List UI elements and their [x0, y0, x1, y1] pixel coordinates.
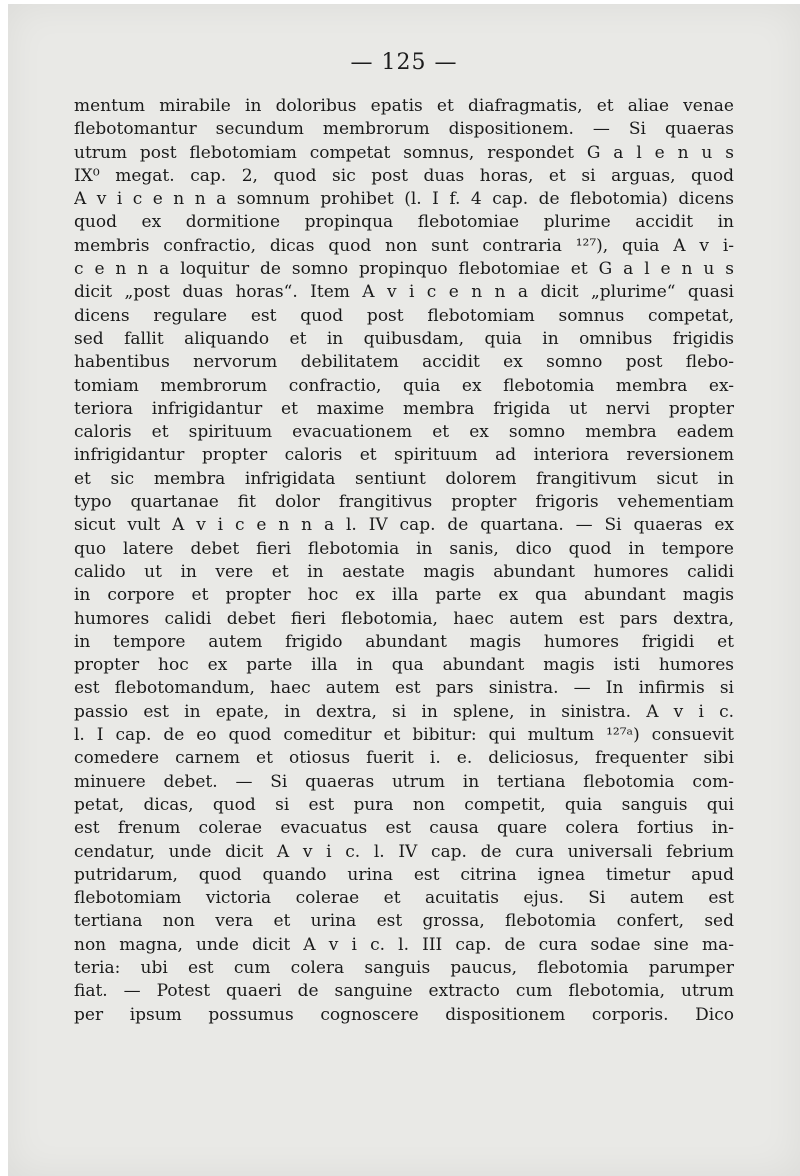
text-line: est flebotomandum, haec autem est pars sinistra. — In infirmis si [74, 678, 734, 699]
text-line: petat, dicas, quod si est pura non competit, quia sanguis qui [74, 794, 734, 815]
text-line: est frenum colerae evacuatus est causa quare colera fortius in- [74, 818, 734, 839]
body-text [74, 95, 734, 1027]
text-line: l. I cap. de eo quod comeditur et bibitur: qui multum ¹²⁷ᵃ) consuevit [74, 725, 734, 746]
text-line: et sic membra infrigidata sentiunt dolorem frangitivum sicut in [74, 468, 734, 489]
text-line: passio est in epate, in dextra, si in splene, in sinistra. A v i c. [74, 701, 734, 722]
text-line: IX⁰ megat. cap. 2, quod sic post duas horas, et si arguas, quod [74, 165, 734, 186]
text-line: comedere carnem et otiosus fuerit i. e. deliciosus, frequenter sibi [74, 748, 734, 769]
text-line: putridarum, quod quando urina est citrina ignea timetur apud [74, 864, 734, 885]
text-line: typo quartanae fit dolor frangitivus propter frigoris vehementiam [74, 492, 734, 513]
text-line: utrum post flebotomiam competat somnus, respondet G a l e n u s [74, 142, 734, 163]
text-line: sicut vult A v i c e n n a l. IV cap. de quartana. — Si quaeras ex [74, 515, 734, 536]
text-line: tertiana non vera et urina est grossa, flebotomia confert, sed [74, 911, 734, 932]
text-line: humores calidi debet fieri flebotomia, haec autem est pars dextra, [74, 608, 734, 629]
text-line: sed fallit aliquando et in quibusdam, quia in omnibus frigidis [74, 328, 734, 349]
text-line: non magna, unde dicit A v i c. l. III cap. de cura sodae sine ma- [74, 934, 734, 955]
text-line: infrigidantur propter caloris et spirituum ad interiora reversionem [74, 445, 734, 466]
text-line: c e n n a loquitur de somno propinquo flebotomiae et G a l e n u s [74, 259, 734, 280]
text-line: membris confractio, dicas quod non sunt contraria ¹²⁷), quia A v i- [74, 235, 734, 256]
text-line: flebotomantur secundum membrorum dispositionem. — Si quaeras [74, 119, 734, 140]
page-number: — 125 — [350, 50, 458, 75]
text-line: flebotomiam victoria colerae et acuitatis ejus. Si autem est [74, 888, 734, 909]
text-line: minuere debet. — Si quaeras utrum in tertiana flebotomia com- [74, 771, 734, 792]
text-line: tomiam membrorum confractio, quia ex flebotomia membra ex- [74, 375, 734, 396]
text-line: mentum mirabile in doloribus epatis et diafragmatis, et aliae venae [74, 96, 734, 116]
text-line: teria: ubi est cum colera sanguis paucus, flebotomia parumper [74, 957, 734, 978]
text-line: in tempore autem frigido abundant magis humores frigidi et [74, 631, 734, 652]
book-page [8, 4, 800, 1176]
text-line: quod ex dormitione propinqua flebotomiae plurime accidit in [74, 212, 734, 233]
text-line: quo latere debet fieri flebotomia in sanis, dico quod in tempore [74, 538, 734, 559]
text-line: habentibus nervorum debilitatem accidit ex somno post flebo- [74, 352, 734, 373]
text-line: dicit „post duas horas“. Item A v i c e n n a dicit „plurime“ quasi [74, 282, 734, 303]
text-line: propter hoc ex parte illa in qua abundant magis isti humores [74, 655, 734, 676]
text-line: calido ut in vere et in aestate magis abundant humores calidi [74, 561, 734, 582]
text-line: fiat. — Potest quaeri de sanguine extracto cum flebotomia, utrum [74, 981, 734, 1002]
text-line: dicens regulare est quod post flebotomiam somnus competat, [74, 305, 734, 326]
text-line: per ipsum possumus cognoscere dispositionem corporis. Dico [74, 1004, 734, 1025]
text-line: teriora infrigidantur et maxime membra frigida ut nervi propter [74, 398, 734, 419]
text-line: A v i c e n n a somnum prohibet (l. I f. 4 cap. de flebotomia) dicens [74, 189, 734, 210]
text-line: in corpore et propter hoc ex illa parte ex qua abundant magis [74, 585, 734, 606]
text-line: caloris et spirituum evacuationem et ex somno membra eadem [74, 422, 734, 443]
text-line: cendatur, unde dicit A v i c. l. IV cap. de cura universali febrium [74, 841, 734, 862]
